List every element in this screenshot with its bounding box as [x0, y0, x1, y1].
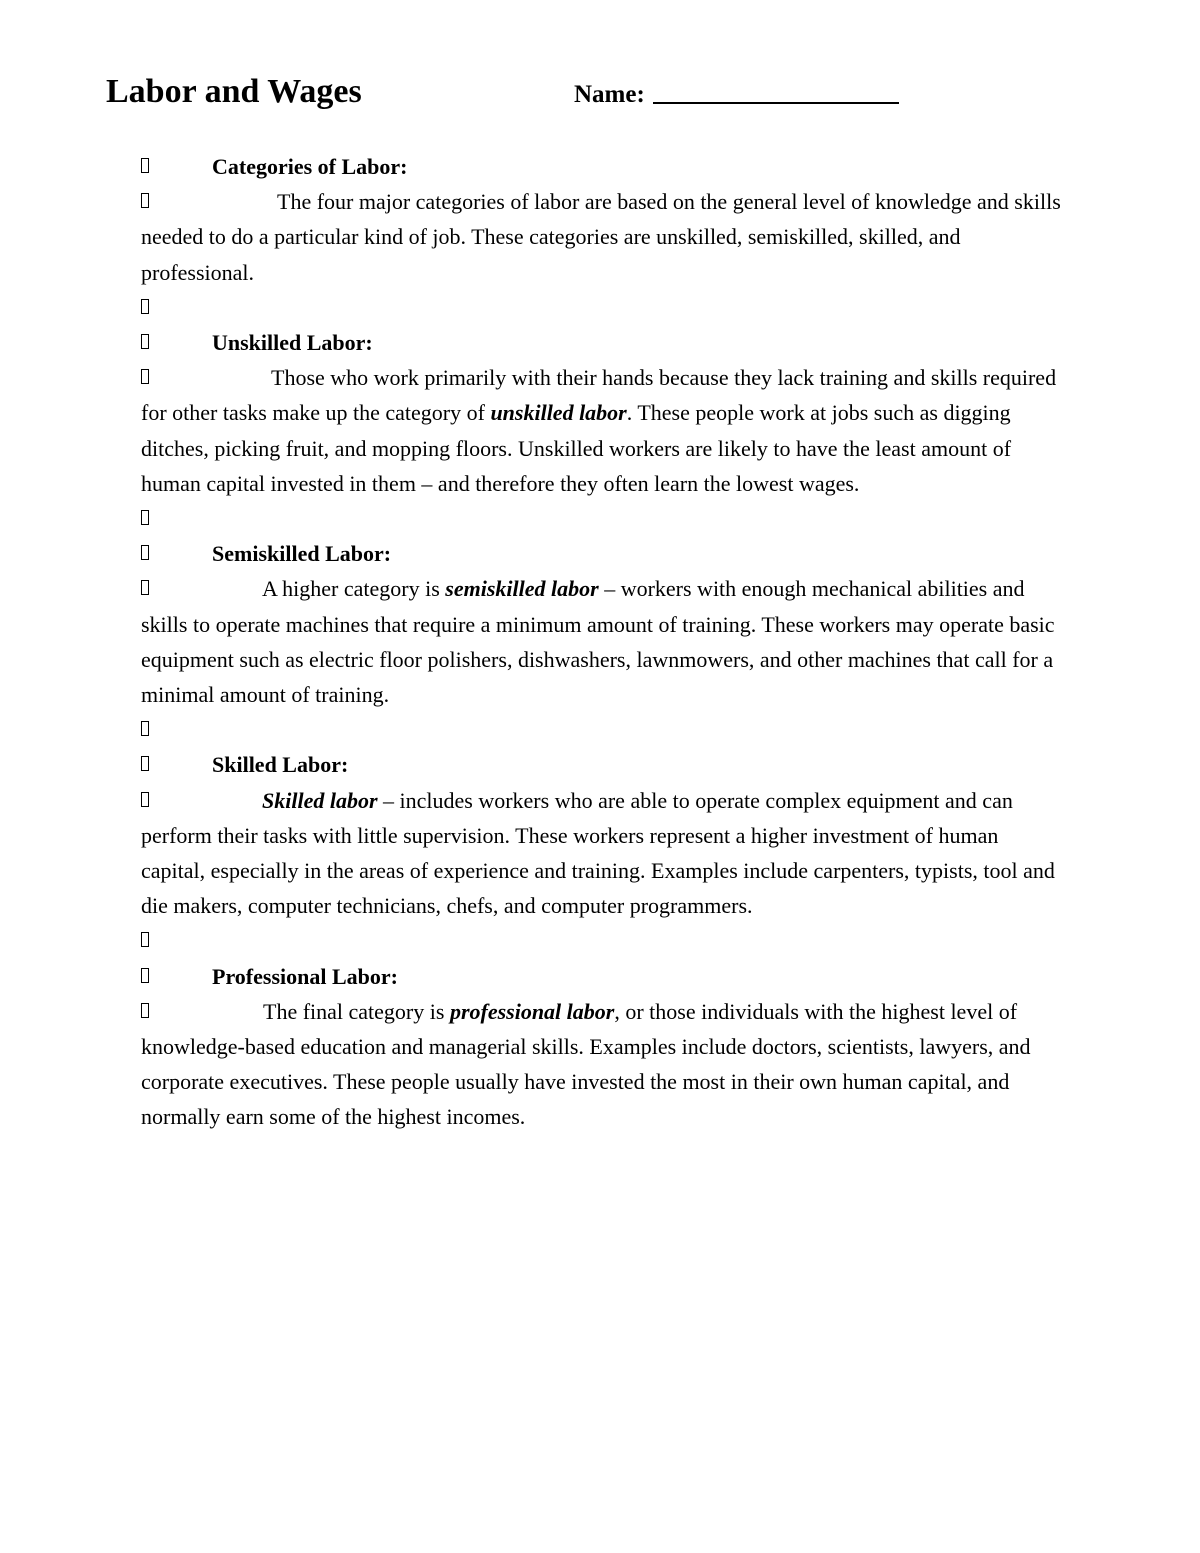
bullet-icon: [141, 1003, 149, 1018]
name-field: [574, 78, 899, 112]
paragraph-text: Those who work primarily with their hands because they lack training and skills required for other tasks make up the category of: [141, 365, 1057, 426]
section-paragraph: [141, 571, 1061, 712]
section-paragraph: [141, 184, 1061, 290]
paragraph-text: The four major categories of labor are based on the general level of knowledge and skills needed to do a particular kind of job. These categories are unskilled, semiskilled, skilled, and professional.: [141, 189, 1061, 285]
key-term: Skilled labor: [262, 787, 378, 813]
bullet-icon: [141, 968, 149, 983]
bullet-icon: [141, 193, 149, 208]
section-paragraph: [141, 994, 1061, 1135]
bullet-icon: [141, 545, 149, 560]
empty-bullet-row: [141, 712, 1061, 747]
bullet-icon: [141, 334, 149, 349]
empty-bullet-row: [141, 290, 1061, 325]
paragraph-text: . These people work at jobs such as digging ditches, picking fruit, and mopping floors. Unskilled workers are likely to have the least amount of human capital invested in them – and therefore they often learn the lowest wages.: [141, 400, 1012, 496]
key-term: semiskilled labor: [445, 576, 599, 602]
bullet-icon: [141, 158, 149, 173]
section-heading-row: [141, 959, 1061, 994]
page-title: Labor and Wages: [106, 73, 362, 110]
bullet-icon: [141, 721, 149, 736]
section-heading: Semiskilled Labor:: [212, 541, 392, 567]
bullet-icon: [141, 510, 149, 525]
key-term: professional labor: [449, 998, 615, 1024]
empty-bullet-row: [141, 501, 1061, 536]
section-heading-row: [141, 325, 1061, 360]
paragraph-text: , or those individuals with the highest level of knowledge-based education and managerial skills. Examples include doctors, scientists, lawyers, and corporate executives. These people usually have invested the most in their own human capital, and normally earn some of the highest incomes.: [141, 998, 1031, 1130]
bullet-icon: [141, 369, 149, 384]
section-paragraph: [141, 783, 1061, 924]
paragraph-text: A higher category is: [262, 576, 446, 602]
section-heading-row: [141, 747, 1061, 782]
key-term: unskilled labor: [490, 400, 627, 426]
section-heading: Professional Labor:: [212, 963, 398, 989]
bullet-icon: [141, 299, 149, 314]
name-blank-line: [653, 78, 899, 104]
paragraph-text: The final category is: [263, 998, 450, 1024]
section-paragraph: [141, 360, 1061, 501]
bullet-icon: [141, 932, 149, 947]
paragraph-text: – workers with enough mechanical abilities and skills to operate machines that require a minimum amount of training. These workers may operate basic equipment such as electric floor polishers, dishwashers, lawnmowers, and other machines that call for a minimal amount of training.: [141, 576, 1055, 707]
section-heading: Unskilled Labor:: [212, 329, 373, 355]
paragraph-text: – includes workers who are able to operate complex equipment and can perform their tasks with little supervision. These workers represent a higher investment of human capital, especially in the areas of experience and training. Examples include carpenters, typists, tool and die makers, computer technicians, chefs, and computer programmers.: [141, 787, 1055, 919]
bullet-icon: [141, 756, 149, 771]
bullet-icon: [141, 580, 149, 595]
section-heading-row: [141, 149, 1061, 184]
section-heading: Skilled Labor:: [212, 752, 349, 778]
section-heading: Categories of Labor:: [212, 154, 408, 179]
empty-bullet-row: [141, 923, 1061, 958]
bullet-icon: [141, 792, 149, 807]
name-label: Name:: [574, 81, 645, 108]
document-body: [141, 149, 1061, 1135]
section-heading-row: [141, 536, 1061, 571]
